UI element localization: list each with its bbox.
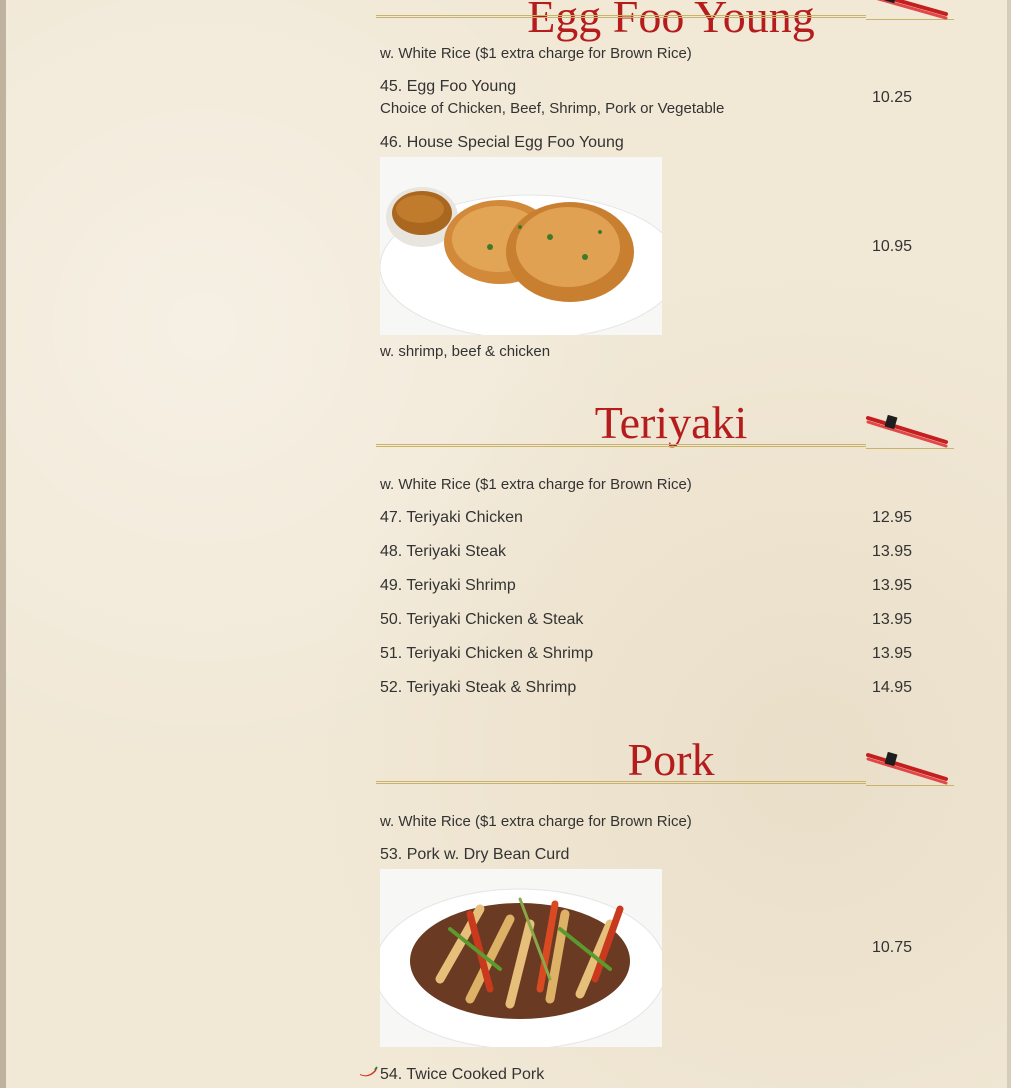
section-note: w. White Rice ($1 extra charge for Brown Rice) xyxy=(380,45,692,62)
menu-item-name: 54. Twice Cooked Pork xyxy=(380,1066,545,1083)
menu-item-price: 14.95 xyxy=(872,679,913,696)
page-left-border xyxy=(0,0,6,1088)
menu-item[interactable] xyxy=(380,134,940,152)
section-note: w. White Rice ($1 extra charge for Brown Rice) xyxy=(380,476,692,493)
menu-item-price: 13.95 xyxy=(872,611,913,628)
chopsticks-icon xyxy=(866,749,950,789)
menu-item-price: 12.95 xyxy=(872,509,913,526)
page-right-border xyxy=(1007,0,1011,1088)
menu-item-description: Choice of Chicken, Beef, Shrimp, Pork or Vegetable xyxy=(380,100,725,117)
section-note: w. White Rice ($1 extra charge for Brown Rice) xyxy=(380,813,692,830)
section-title: Egg Foo Young xyxy=(527,0,815,42)
menu-item-price: 10.25 xyxy=(872,89,913,106)
menu-item-name: 46. House Special Egg Foo Young xyxy=(380,134,624,151)
menu-item-caption: w. shrimp, beef & chicken xyxy=(380,343,551,360)
menu-item-name: 53. Pork w. Dry Bean Curd xyxy=(380,846,570,863)
menu-item[interactable] xyxy=(380,679,940,697)
menu-item-price: 13.95 xyxy=(872,577,913,594)
menu-item-price: 13.95 xyxy=(872,645,913,662)
section-title: Pork xyxy=(627,734,715,785)
menu-item-price: 10.75 xyxy=(872,939,913,956)
menu-item-price: 13.95 xyxy=(872,543,913,560)
menu-item[interactable] xyxy=(380,543,940,561)
menu-item-name: 51. Teriyaki Chicken & Shrimp xyxy=(380,645,594,662)
section-header-teriyaki xyxy=(376,396,954,456)
chopsticks-icon xyxy=(866,412,950,452)
menu-item-price: 10.95 xyxy=(872,238,913,255)
menu-item[interactable] xyxy=(380,78,940,117)
section-divider-rule xyxy=(376,15,866,18)
menu-item[interactable] xyxy=(380,1066,940,1084)
menu-item-name: 48. Teriyaki Steak xyxy=(380,543,506,560)
chili-pepper-icon xyxy=(358,1066,378,1078)
menu-item[interactable] xyxy=(380,509,940,527)
menu-item[interactable] xyxy=(380,645,940,663)
section-header-egg-foo-young xyxy=(376,0,954,42)
menu-item[interactable] xyxy=(380,846,940,864)
section-header-pork xyxy=(376,733,954,793)
section-title: Teriyaki xyxy=(594,397,748,448)
menu-item[interactable] xyxy=(380,611,940,629)
menu-item-name: 49. Teriyaki Shrimp xyxy=(380,577,516,594)
section-divider-rule xyxy=(376,781,866,784)
egg-foo-young-photo[interactable] xyxy=(380,157,662,335)
pork-dry-bean-curd-photo[interactable] xyxy=(380,869,662,1047)
menu-item-name: 50. Teriyaki Chicken & Steak xyxy=(380,611,584,628)
menu-item-name: 52. Teriyaki Steak & Shrimp xyxy=(380,679,577,696)
section-divider-rule xyxy=(376,444,866,447)
menu-item-name: 45. Egg Foo Young xyxy=(380,78,517,95)
chopsticks-icon xyxy=(866,0,950,24)
menu-item[interactable] xyxy=(380,577,940,595)
menu-item-name: 47. Teriyaki Chicken xyxy=(380,509,523,526)
